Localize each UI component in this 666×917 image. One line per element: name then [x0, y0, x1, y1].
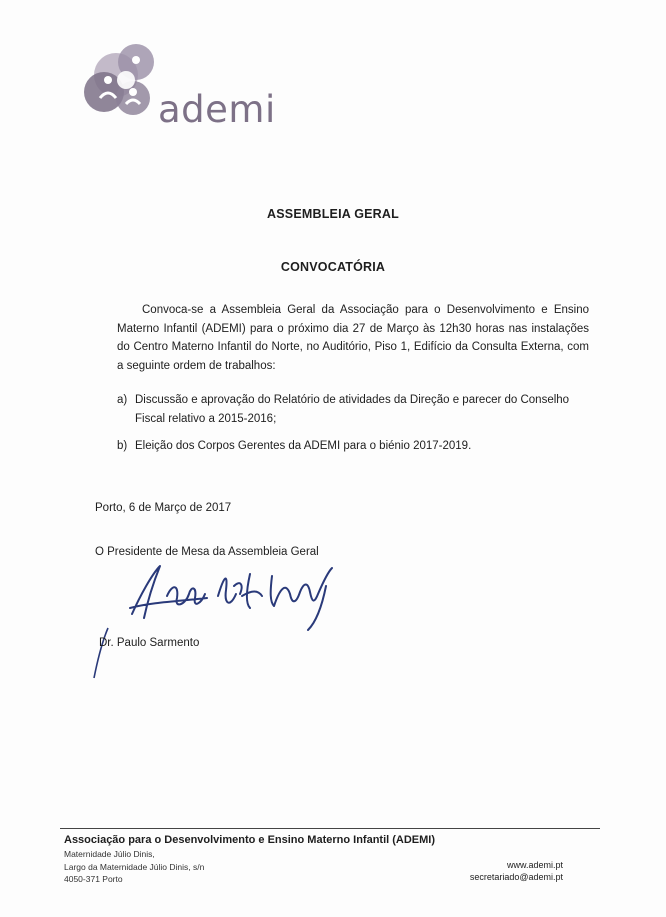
- footer-address-line: Maternidade Júlio Dinis,: [64, 849, 155, 859]
- footer-website: www.ademi.pt: [506, 860, 563, 870]
- document-date: Porto, 6 de Março de 2017: [95, 502, 232, 514]
- signatory-role: O Presidente de Mesa da Assembleia Geral: [95, 546, 319, 558]
- agenda-marker: a): [117, 394, 128, 406]
- agenda-text: Eleição dos Corpos Gerentes da ADEMI para o biénio 2017-2019.: [135, 440, 472, 452]
- handwritten-signature: [122, 556, 362, 631]
- footer-address-line: Largo da Maternidade Júlio Dinis, s/n: [64, 862, 205, 872]
- footer-email: secretariado@ademi.pt: [469, 872, 563, 882]
- document-subtitle: CONVOCATÓRIA: [280, 260, 386, 274]
- convocation-paragraph: Convoca-se a Assembleia Geral da Associação para o Desenvolvimento e Ensino Materno Infantil (ADEMI) para o próximo dia 27 de Março às 12h30 horas nas instalações do Centro Materno Infantil do Norte, no Auditório, Piso 1, Edifício da Consulta Externa, com a seguinte ordem de trabalhos:: [117, 304, 589, 372]
- agenda-item: [117, 391, 589, 428]
- handwritten-stroke: [86, 622, 116, 682]
- signatory-name: Dr. Paulo Sarmento: [99, 637, 200, 649]
- logo-wordmark: ademi: [158, 88, 276, 131]
- agenda-text: Discussão e aprovação do Relatório de atividades da Direção e parecer do Conselho Fiscal relativo a 2015-2016;: [135, 394, 570, 425]
- convocation-body: [117, 301, 589, 375]
- footer-address-line: 4050-371 Porto: [64, 874, 123, 884]
- document-title: ASSEMBLEIA GERAL: [267, 207, 399, 221]
- agenda-marker: b): [117, 440, 128, 452]
- footer-organization: Associação para o Desenvolvimento e Ensino Materno Infantil (ADEMI): [64, 834, 436, 846]
- footer-divider: [60, 828, 600, 829]
- agenda-item: [117, 437, 589, 456]
